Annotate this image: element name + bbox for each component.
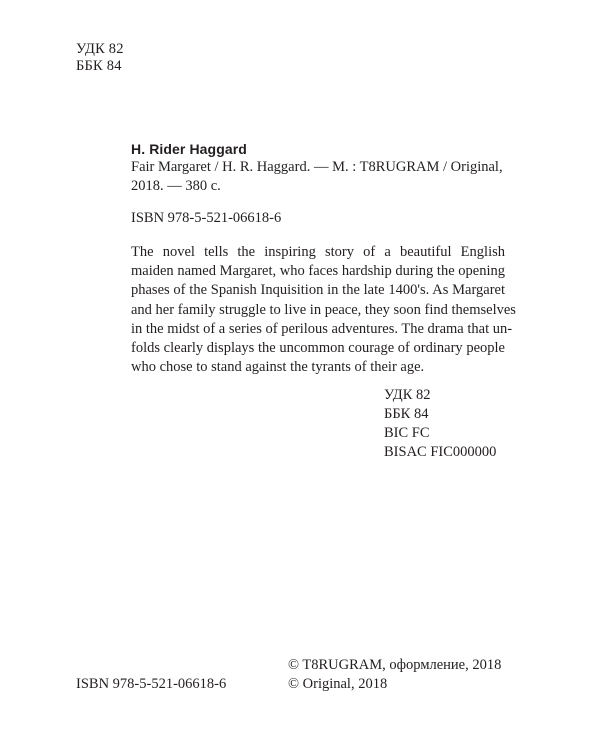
bibliographic-line-year: 2018. — 380 с. (131, 178, 221, 194)
bbk-code: ББК 84 (384, 406, 429, 422)
bbk-code: ББК 84 (76, 58, 122, 74)
annotation-paragraph (131, 243, 516, 377)
author-name: H. Rider Haggard (131, 141, 247, 157)
copyright-notice (288, 656, 501, 694)
bisac-code: BISAC FIC000000 (384, 444, 497, 460)
annotation-line: phases of the Spanish Inquisition in the late 1400's. As Margaret (131, 282, 505, 299)
udk-code: УДК 82 (76, 41, 124, 57)
annotation-line: who chose to stand against the tyrants of their age. (131, 359, 425, 376)
bic-code: BIC FC (384, 425, 430, 441)
annotation-line: in the midst of a series of perilous adventures. The drama that un- (131, 320, 513, 337)
copyright-design: © T8RUGRAM, оформление, 2018 (288, 657, 502, 673)
annotation-line: The novel tells the inspiring story of a beautiful English (131, 244, 505, 260)
udk-code: УДК 82 (384, 387, 431, 403)
annotation-line: maiden named Margaret, who faces hardship during the opening (131, 263, 505, 280)
bibliographic-record (131, 140, 516, 377)
classification-codes (384, 386, 496, 462)
annotation-line: and her family struggle to live in peace, they soon find themselves (131, 301, 516, 318)
bibliographic-line-title: Fair Margaret / H. R. Haggard. — M. : T8RUGRAM / Original, (131, 159, 503, 175)
annotation-line: folds clearly displays the uncommon courage of ordinary people (131, 340, 505, 357)
copyright-original: © Original, 2018 (288, 676, 388, 692)
footer-isbn (76, 675, 226, 694)
top-classification-codes (76, 41, 124, 75)
isbn: ISBN 978-5-521-06618-6 (76, 676, 227, 692)
bibliographic-description (131, 158, 505, 196)
isbn: ISBN 978-5-521-06618-6 (131, 210, 282, 226)
